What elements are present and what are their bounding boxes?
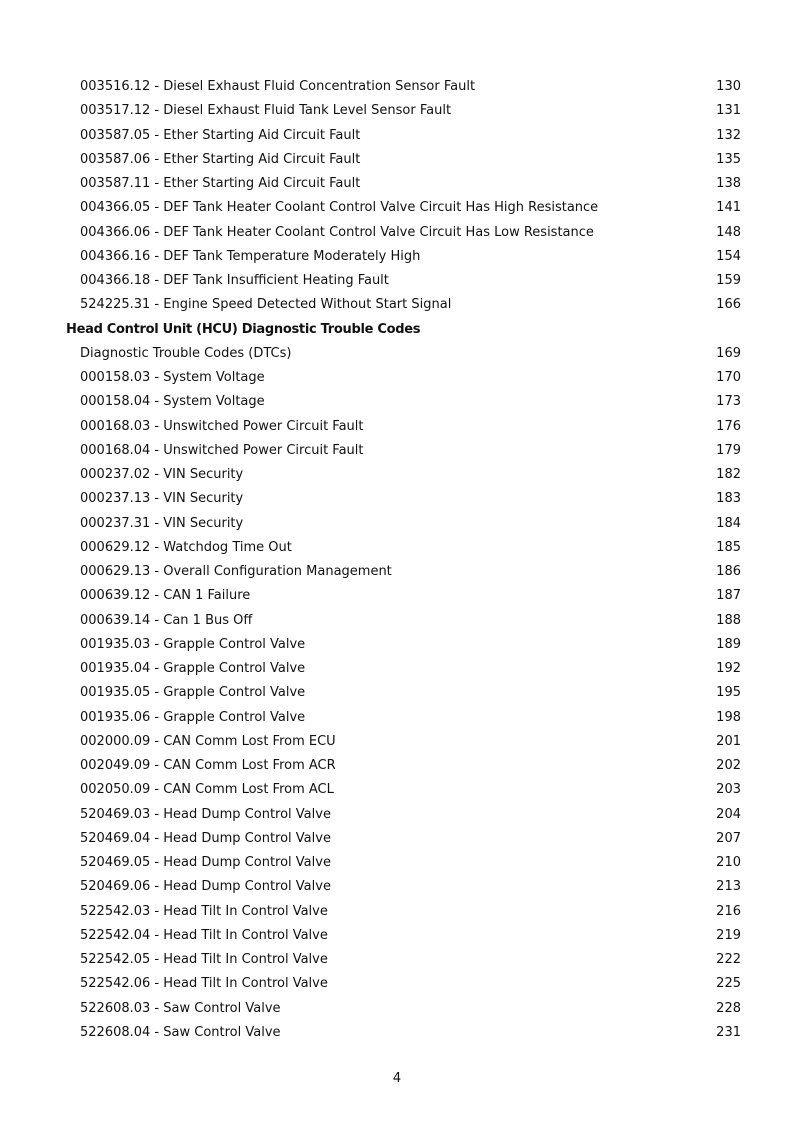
toc-entry-page-number: 228 — [716, 1000, 741, 1016]
toc-entry[interactable] — [0, 269, 794, 293]
toc-entry[interactable] — [0, 754, 794, 778]
toc-entry-page-number: 189 — [716, 636, 741, 652]
toc-entry-page-number: 182 — [716, 467, 741, 482]
toc-entry-title: 000168.04 - Unswitched Power Circuit Fault — [80, 442, 364, 458]
toc-entry-page-number: 231 — [716, 1024, 741, 1040]
toc-entry[interactable] — [0, 657, 794, 681]
toc-entry-title: 524225.31 - Engine Speed Detected Without Start Signal — [80, 297, 452, 313]
toc-entry[interactable] — [0, 390, 794, 414]
toc-entry-title: 001935.06 - Grapple Control Valve — [80, 709, 306, 725]
toc-entry-title: 003587.06 - Ether Starting Aid Circuit Fault — [80, 151, 361, 167]
toc-entry-title: 000629.12 - Watchdog Time Out — [80, 539, 292, 555]
toc-entry-page-number: 170 — [716, 370, 741, 385]
toc-entry[interactable] — [0, 99, 794, 123]
toc-entry-title: 004366.18 - DEF Tank Insufficient Heating Fault — [80, 273, 389, 288]
toc-entry-page-number: 183 — [716, 491, 741, 507]
toc-entry-title: 520469.04 - Head Dump Control Valve — [80, 830, 331, 846]
toc-entry-title: 522542.05 - Head Tilt In Control Valve — [80, 952, 328, 967]
toc-entry-page-number: 216 — [716, 903, 741, 919]
toc-entry[interactable] — [0, 293, 794, 317]
toc-entry[interactable] — [0, 172, 794, 196]
toc-entry-title: 000158.04 - System Voltage — [80, 394, 265, 410]
toc-entry-page-number: 185 — [716, 539, 741, 555]
toc-entry-title: 522542.03 - Head Tilt In Control Valve — [80, 903, 328, 919]
toc-entry-page-number: 210 — [716, 855, 741, 870]
toc-entry-title: 520469.06 - Head Dump Control Valve — [80, 879, 331, 895]
toc-entry-page-number: 154 — [716, 248, 741, 264]
toc-entry-page-number: 169 — [716, 345, 741, 361]
toc-entry-title: 522542.04 - Head Tilt In Control Valve — [80, 927, 328, 943]
toc-entry[interactable] — [0, 948, 794, 972]
toc-entry-page-number: 219 — [716, 927, 741, 943]
toc-entry-title: 003587.05 - Ether Starting Aid Circuit Fault — [80, 127, 361, 143]
toc-entry-page-number: 198 — [716, 709, 741, 725]
toc-entry[interactable] — [0, 221, 794, 245]
toc-entry[interactable] — [0, 439, 794, 463]
toc-entry-page-number: 138 — [716, 176, 741, 191]
toc-entry[interactable] — [0, 75, 794, 99]
toc-entry-title: 000629.13 - Overall Configuration Management — [80, 564, 392, 579]
toc-entry-title: 000639.12 - CAN 1 Failure — [80, 588, 251, 604]
toc-entry-title: 002049.09 - CAN Comm Lost From ACR — [80, 758, 336, 773]
section-heading-title: Head Control Unit (HCU) Diagnostic Trouble Codes — [66, 321, 421, 337]
toc-entry[interactable] — [0, 997, 794, 1021]
toc-entry[interactable] — [0, 512, 794, 536]
toc-entry-title: 003516.12 - Diesel Exhaust Fluid Concentration Sensor Fault — [80, 79, 476, 94]
toc-entry[interactable] — [0, 415, 794, 439]
toc-entry[interactable] — [0, 463, 794, 487]
toc-entry-title: 002050.09 - CAN Comm Lost From ACL — [80, 782, 334, 798]
toc-entry-page-number: 184 — [716, 515, 741, 531]
toc-entry-page-number: 195 — [716, 685, 741, 701]
toc-entry-title: 522608.03 - Saw Control Valve — [80, 1000, 281, 1016]
toc-entry-page-number: 192 — [716, 661, 741, 676]
toc-entry[interactable] — [0, 609, 794, 633]
toc-entry-title: 004366.06 - DEF Tank Heater Coolant Control Valve Circuit Has Low Resistance — [80, 224, 594, 240]
toc-entry-page-number: 187 — [716, 588, 741, 604]
toc-entry-page-number: 166 — [716, 297, 741, 313]
toc-entry-page-number: 179 — [716, 442, 741, 458]
toc-entry-title: 001935.03 - Grapple Control Valve — [80, 636, 306, 652]
toc-entry-title: 520469.03 - Head Dump Control Valve — [80, 806, 331, 822]
toc-entry-title: 000158.03 - System Voltage — [80, 370, 265, 385]
toc-entry-title: 000639.14 - Can 1 Bus Off — [80, 612, 253, 628]
toc-entry-title: 002000.09 - CAN Comm Lost From ECU — [80, 733, 336, 749]
toc-entry-page-number: 201 — [716, 733, 741, 749]
toc-entry-page-number: 225 — [716, 976, 741, 992]
toc-entry[interactable] — [0, 342, 794, 366]
toc-entry-page-number: 132 — [716, 127, 741, 143]
toc-entry[interactable] — [0, 851, 794, 875]
toc-entry[interactable] — [0, 196, 794, 220]
toc-entry[interactable] — [0, 924, 794, 948]
toc-entry-title: 000168.03 - Unswitched Power Circuit Fault — [80, 418, 364, 434]
toc-entry-page-number: 176 — [716, 418, 741, 434]
toc-entry[interactable] — [0, 633, 794, 657]
toc-entry-page-number: 130 — [716, 79, 741, 94]
toc-entry-title: 003517.12 - Diesel Exhaust Fluid Tank Level Sensor Fault — [80, 103, 452, 119]
toc-entry[interactable] — [0, 487, 794, 511]
toc-entry[interactable] — [0, 778, 794, 802]
toc-entry[interactable] — [0, 900, 794, 924]
toc-entry-page-number: 186 — [716, 564, 741, 579]
toc-entry-page-number: 188 — [716, 612, 741, 628]
toc-entry[interactable] — [0, 245, 794, 269]
toc-entry-title: Diagnostic Trouble Codes (DTCs) — [80, 345, 292, 361]
toc-entry-title: 003587.11 - Ether Starting Aid Circuit Fault — [80, 176, 361, 191]
toc-entry-page-number: 148 — [716, 224, 741, 240]
toc-entry-page-number: 141 — [716, 200, 741, 216]
toc-entry[interactable] — [0, 803, 794, 827]
toc-entry-page-number: 202 — [716, 758, 741, 773]
toc-entry-page-number: 222 — [716, 952, 741, 967]
toc-entry[interactable] — [0, 536, 794, 560]
toc-entry-title: 000237.13 - VIN Security — [80, 491, 244, 507]
toc-entry-title: 522608.04 - Saw Control Valve — [80, 1024, 281, 1040]
toc-entry-title: 000237.31 - VIN Security — [80, 515, 244, 531]
toc-entry-page-number: 204 — [716, 806, 741, 822]
toc-entry-page-number: 159 — [716, 273, 741, 288]
toc-entry-page-number: 131 — [716, 103, 741, 119]
toc-entry[interactable] — [0, 1021, 794, 1045]
page-number: 4 — [392, 1071, 402, 1086]
toc-entry-page-number: 207 — [716, 830, 741, 846]
toc-entry-page-number: 203 — [716, 782, 741, 798]
toc-entry[interactable] — [0, 148, 794, 172]
toc-entry[interactable] — [0, 972, 794, 996]
toc-entry[interactable] — [0, 730, 794, 754]
toc-entry-title: 001935.05 - Grapple Control Valve — [80, 685, 306, 701]
toc-entry-title: 520469.05 - Head Dump Control Valve — [80, 855, 331, 870]
toc-entry-page-number: 213 — [716, 879, 741, 895]
toc-section-heading — [0, 318, 794, 342]
toc-entry-title: 000237.02 - VIN Security — [80, 467, 244, 482]
toc-entry[interactable] — [0, 124, 794, 148]
toc-entry[interactable] — [0, 875, 794, 899]
toc-entry-title: 522542.06 - Head Tilt In Control Valve — [80, 976, 328, 992]
toc-entry[interactable] — [0, 827, 794, 851]
toc-entry[interactable] — [0, 681, 794, 705]
toc-entry-title: 004366.05 - DEF Tank Heater Coolant Control Valve Circuit Has High Resistance — [80, 200, 599, 216]
toc-entry[interactable] — [0, 366, 794, 390]
toc-entry[interactable] — [0, 706, 794, 730]
toc-entry-page-number: 173 — [716, 394, 741, 410]
toc-entry-page-number: 135 — [716, 151, 741, 167]
toc-entry[interactable] — [0, 560, 794, 584]
toc-entry-title: 001935.04 - Grapple Control Valve — [80, 661, 306, 676]
toc-entry-title: 004366.16 - DEF Tank Temperature Moderately High — [80, 248, 421, 264]
toc-entry[interactable] — [0, 584, 794, 608]
table-of-contents — [0, 75, 794, 1045]
